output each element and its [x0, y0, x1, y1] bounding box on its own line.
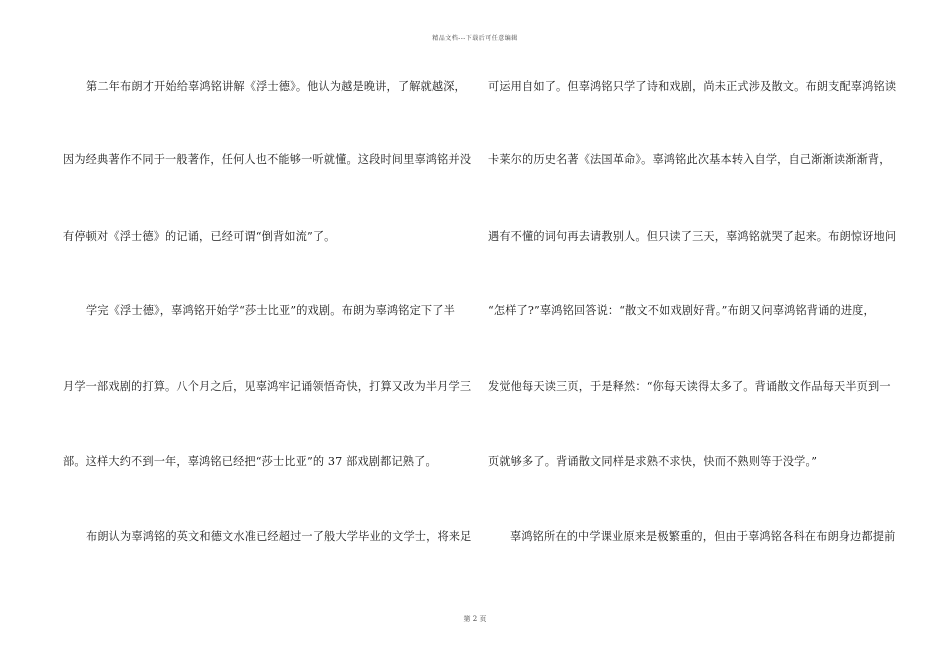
- text-line: 遇有不懂的词句再去请教别人。但只读了三天，辜鸿铭就哭了起来。布朗惊讶地问: [488, 230, 897, 243]
- text-line: “怎样了?”辜鸿铭回答说：“散文不如戏剧好背。”布朗又问辜鸿铭背诵的进度，: [488, 304, 875, 317]
- text-line: 学完《浮士德》，辜鸿铭开始学“莎士比亚”的戏剧。布朗为辜鸿铭定下了半: [86, 304, 455, 317]
- text-line: 页就够多了。背诵散文同样是求熟不求快，快而不熟则等于没学。”: [488, 455, 818, 468]
- text-line: 月学一部戏剧的打算。八个月之后，见辜鸿牢记诵领悟奇快，打算又改为半月学三: [63, 380, 472, 393]
- text-line: 因为经典著作不同于一般著作，任何人也不能够一听就懂。这段时间里辜鸿铭并没: [63, 153, 472, 166]
- text-line: 可运用自如了。但辜鸿铭只学了诗和戏剧，尚未正式涉及散文。布朗支配辜鸿铭读: [488, 80, 897, 93]
- text-line: 辜鸿铭所在的中学课业原来是极繁重的，但由于辜鸿铭各科在布朗身边都提前: [510, 530, 896, 543]
- text-line: 布朗认为辜鸿铭的英文和德文水准已经超过一了般大学毕业的文学士，将来足: [86, 530, 472, 543]
- text-line: 部。这样大约不到一年，辜鸿铭已经把“莎士比亚”的 37 部戏剧都记熟了。: [63, 455, 437, 468]
- text-line: 发觉他每天读三页，于是释然：“你每天读得太多了。背诵散文作品每天半页到一: [488, 380, 891, 393]
- page-header: 精品文档---下载后可任意编辑: [432, 35, 518, 42]
- text-line: 第二年布朗才开始给辜鸿铭讲解《浮士德》。他认为越是晚讲，了解就越深，: [86, 80, 466, 93]
- page-number: 第 2 页: [463, 615, 487, 623]
- text-line: 有停顿对《浮士德》的记诵，已经可谓“倒背如流”了。: [63, 230, 336, 243]
- text-line: 卡莱尔的历史名著《法国革命》。辜鸿铭此次基本转入自学，自己渐渐读渐渐背，: [488, 153, 891, 166]
